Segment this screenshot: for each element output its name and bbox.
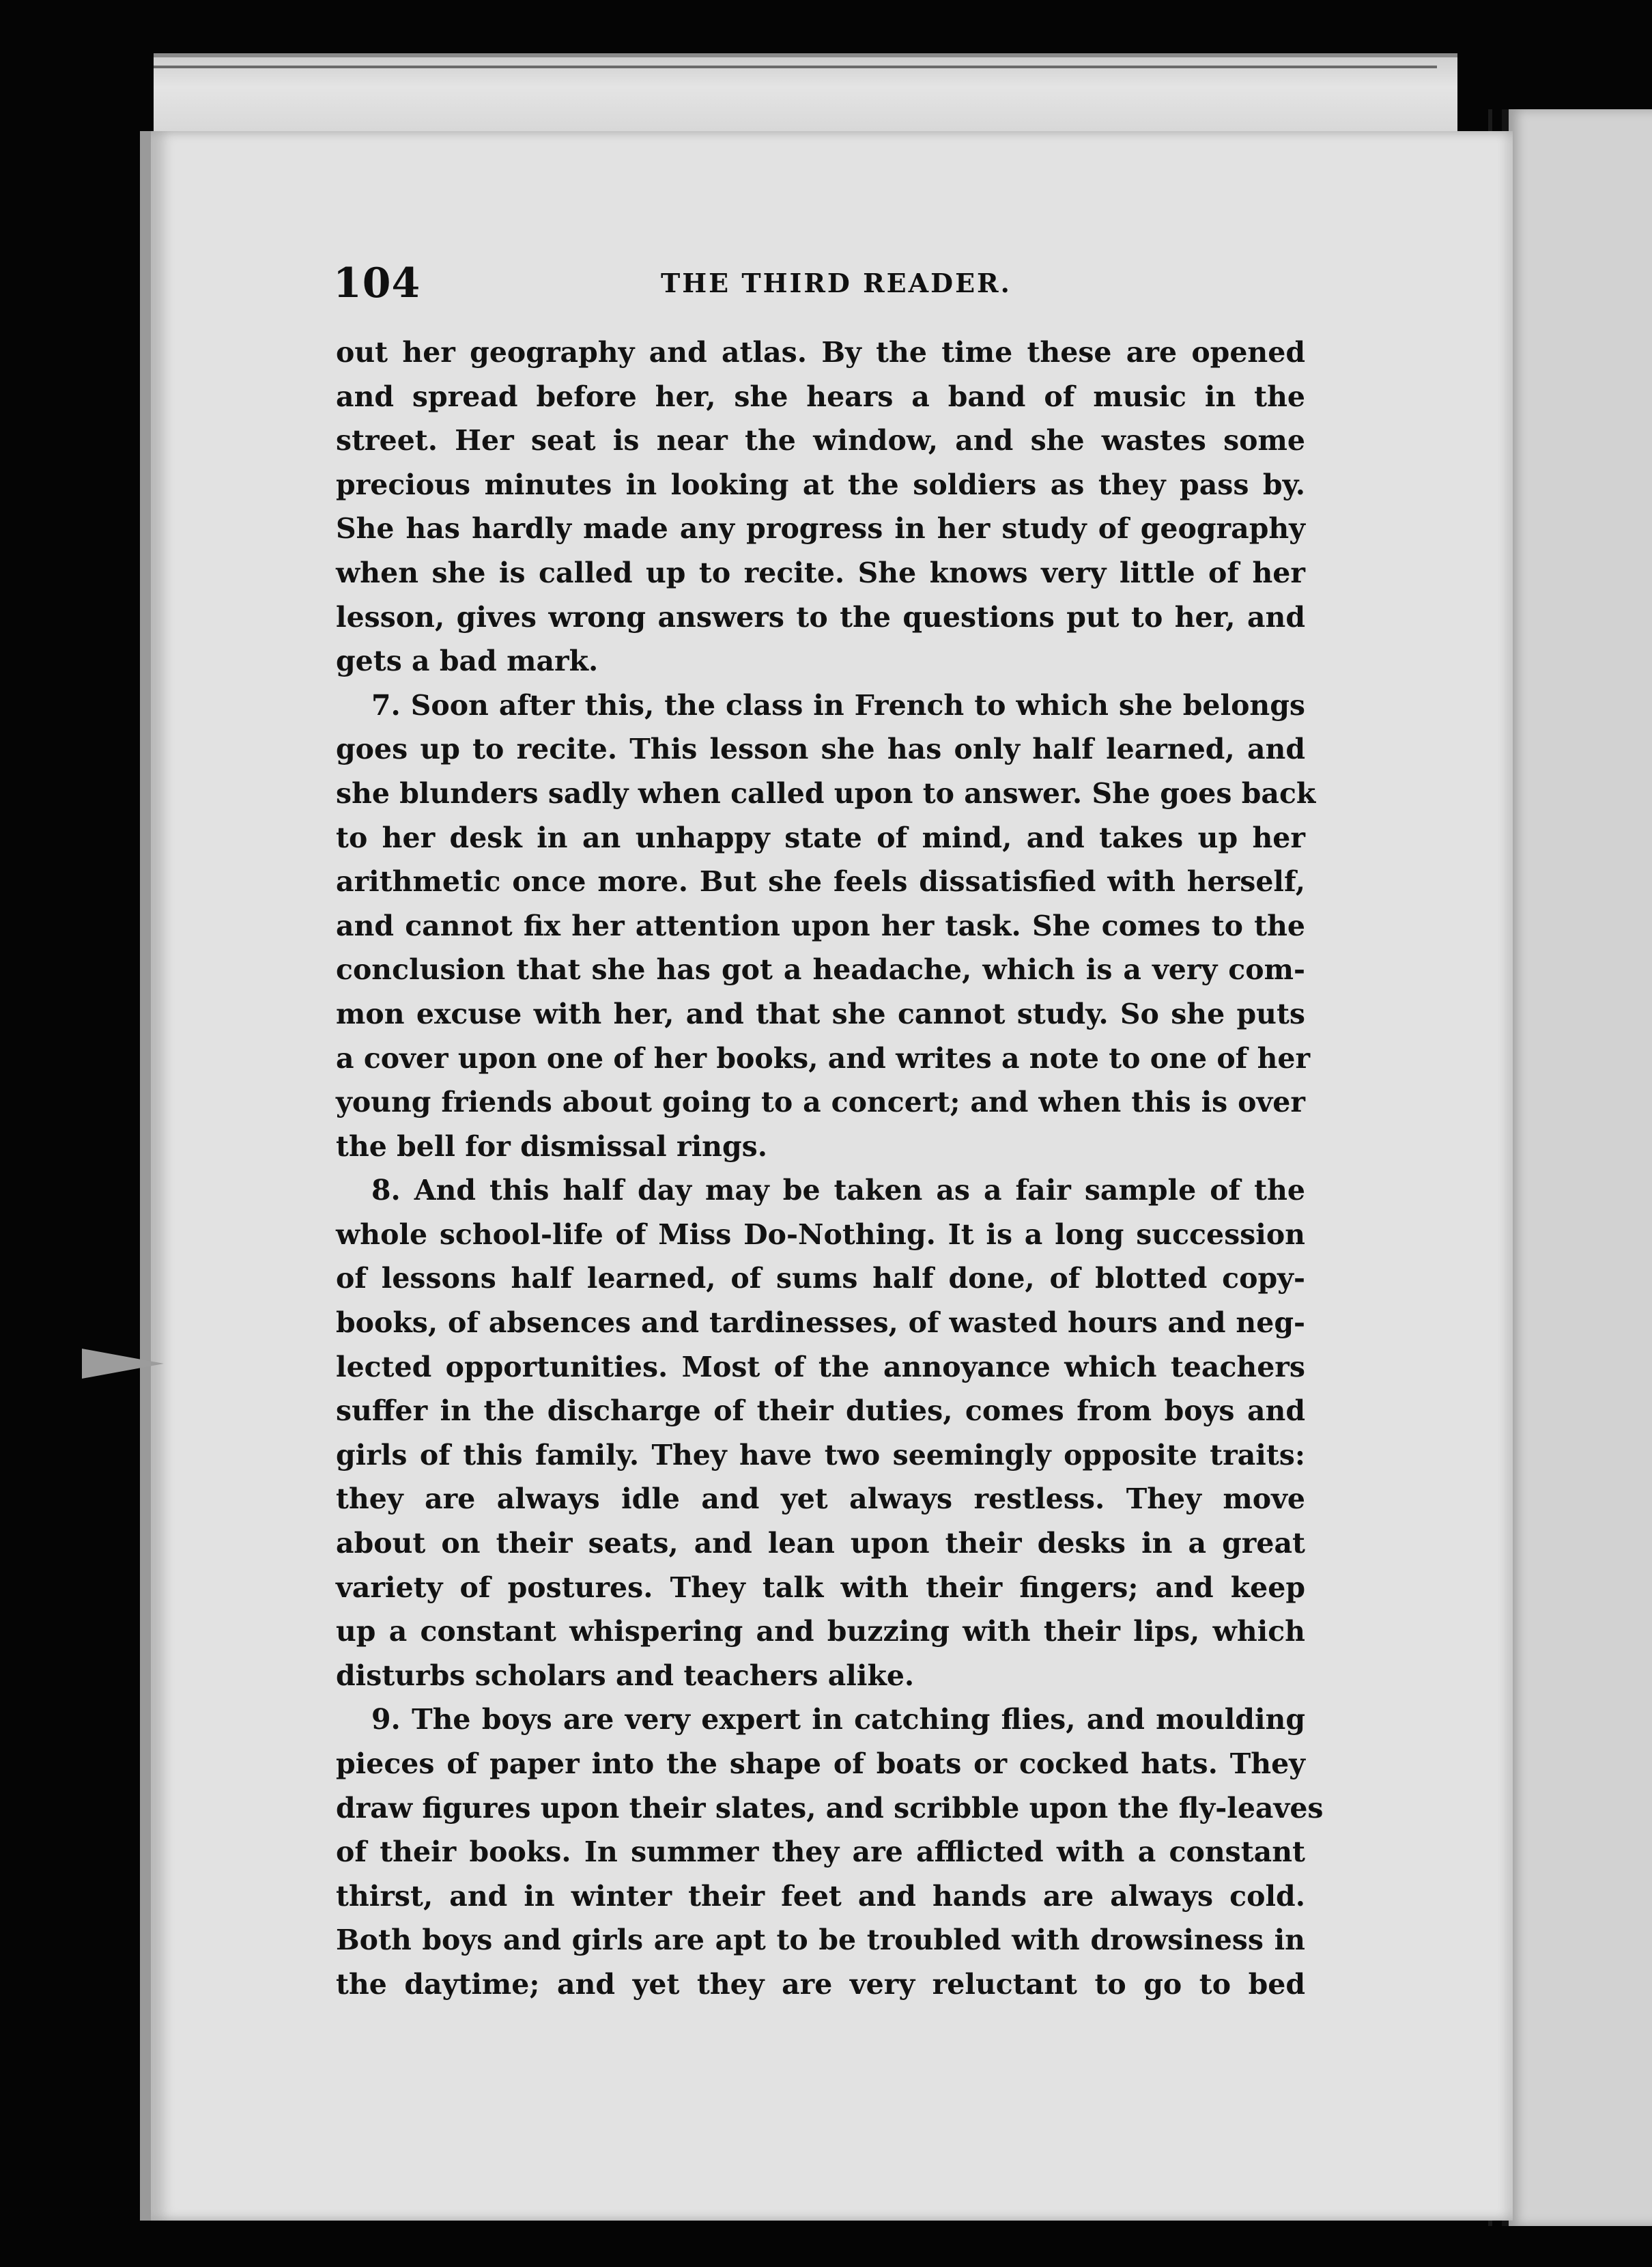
page-header: [333, 259, 1316, 314]
text-line: they are always idle and yet always restless. They move: [336, 1482, 1305, 1516]
paragraph-start-9: 9. The boys are very expert in catching flies, and moulding: [371, 1703, 1305, 1736]
text-line: to her desk in an unhappy state of mind, and takes up her: [336, 821, 1305, 854]
text-line: goes up to recite. This lesson she has only half learned, and: [336, 733, 1305, 766]
text-line: suffer in the discharge of their duties, comes from boys and: [336, 1394, 1305, 1428]
text-line: lesson, gives wrong answers to the questions put to her, and: [336, 600, 1305, 634]
text-line: she blunders sadly when called upon to answer. She goes back: [336, 776, 1316, 810]
text-line: young friends about going to a concert; and when this is over: [336, 1086, 1305, 1119]
paragraph-start-8: 8. And this half day may be taken as a fair sample of the: [371, 1174, 1305, 1207]
text-line: pieces of paper into the shape of boats or cocked hats. They: [336, 1747, 1305, 1780]
text-line: conclusion that she has got a headache, which is a very com-: [336, 953, 1305, 987]
running-head: THE THIRD READER.: [661, 268, 1012, 298]
text-line: a cover upon one of her books, and writes a note to one of her: [336, 1041, 1311, 1075]
text-line: disturbs scholars and teachers alike.: [336, 1659, 915, 1692]
book-top-edge-line: [154, 66, 1437, 68]
text-line: of lessons half learned, of sums half done, of blotted copy-: [336, 1262, 1305, 1295]
adjacent-page: [1502, 109, 1652, 2226]
text-line: and cannot fix her attention upon her task. She comes to the: [336, 909, 1305, 942]
text-line: gets a bad mark.: [336, 645, 599, 678]
text-line: of their books. In summer they are afflicted with a constant: [336, 1835, 1305, 1869]
text-line: when she is called up to recite. She knows very little of her: [336, 556, 1305, 589]
text-line: the bell for dismissal rings.: [336, 1129, 768, 1163]
text-line: Both boys and girls are apt to be troubled with drowsiness in: [336, 1924, 1305, 1957]
text-line: mon excuse with her, and that she cannot study. So she puts: [336, 997, 1305, 1030]
text-line: draw figures upon their slates, and scribble upon the fly-leaves: [336, 1791, 1324, 1825]
page-number: 104: [333, 259, 421, 307]
text-line: about on their seats, and lean upon their desks in a great: [336, 1527, 1305, 1560]
text-line: thirst, and in winter their feet and hands are always cold.: [336, 1879, 1305, 1913]
text-line: out her geography and atlas. By the time these are opened: [336, 336, 1305, 369]
text-line: books, of absences and tardinesses, of wasted hours and neg-: [336, 1306, 1305, 1340]
text-line: lected opportunities. Most of the annoyance which teachers: [336, 1350, 1305, 1383]
page-clip-marker: [82, 1349, 164, 1379]
body-text: [336, 330, 1324, 2007]
text-line: whole school-life of Miss Do-Nothing. It is a long succession: [336, 1217, 1305, 1251]
text-line: up a constant whispering and buzzing with their lips, which: [336, 1615, 1305, 1648]
paragraph-start-7: 7. Soon after this, the class in French to which she belongs: [371, 688, 1305, 722]
text-line: She has hardly made any progress in her study of geography: [336, 512, 1305, 546]
text-line: precious minutes in looking at the soldiers as they pass by.: [336, 468, 1305, 501]
text-line: the daytime; and yet they are very reluctant to go to bed: [336, 1967, 1305, 2001]
text-line: arithmetic once more. But she feels dissatisfied with herself,: [336, 865, 1305, 899]
text-line: girls of this family. They have two seemingly opposite traits:: [336, 1438, 1305, 1472]
text-line: street. Her seat is near the window, and she wastes some: [336, 424, 1305, 457]
text-line: and spread before her, she hears a band of music in the: [336, 380, 1305, 413]
text-line: variety of postures. They talk with their fingers; and keep: [336, 1571, 1305, 1604]
